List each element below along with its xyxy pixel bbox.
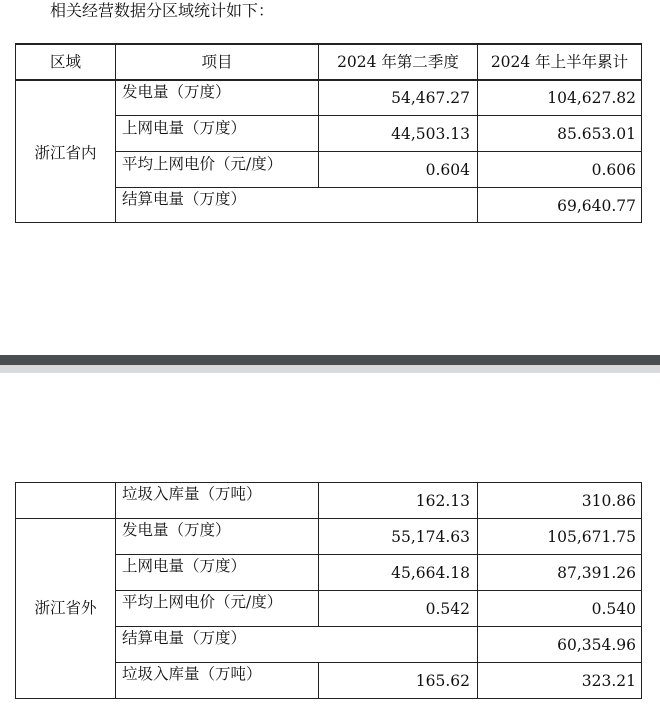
table-cell-h1: 323.21	[581, 672, 636, 690]
table-cell-q2: 0.604	[425, 161, 470, 179]
table-cell-q2: 45,664.18	[391, 564, 470, 582]
table-cell-h1: 0.540	[591, 600, 636, 618]
table-cell-h1: 0.606	[591, 161, 636, 179]
table-cell-q2: 165.62	[415, 672, 470, 690]
table-border	[115, 482, 116, 699]
table-border	[15, 482, 16, 699]
table-cell-h1: 69,640.77	[557, 197, 636, 215]
table-border	[115, 662, 642, 663]
table-cell-q2: 55,174.63	[391, 528, 470, 546]
table-border	[115, 115, 642, 116]
table-border	[115, 626, 642, 627]
header-q2: 2024 年第二季度	[337, 53, 459, 71]
table-border	[115, 590, 642, 591]
header-h1: 2024 年上半年累计	[490, 53, 629, 71]
table-border	[641, 482, 642, 699]
region-label-outside: 浙江省外	[34, 599, 97, 617]
table-row-item: 上网电量（万度）	[122, 557, 247, 575]
region-label-domestic: 浙江省内	[34, 144, 97, 162]
header-region: 区域	[49, 53, 81, 71]
table-cell-h1: 60,354.96	[557, 636, 636, 654]
table-border	[15, 482, 642, 483]
page-separator-shadow	[0, 365, 660, 373]
table-border	[15, 518, 642, 519]
table-border	[115, 151, 642, 152]
table-row-item: 结算电量（万度）	[122, 629, 247, 647]
table-cell-h1: 105,671.75	[547, 528, 636, 546]
table-row-item: 垃圾入库量（万吨）	[122, 665, 262, 683]
table-row-item: 上网电量（万度）	[122, 119, 247, 137]
table-cell-h1: 85.653.01	[557, 125, 636, 143]
table-border	[15, 43, 642, 45]
table-border	[318, 482, 319, 627]
table-cell-q2: 44,503.13	[391, 125, 470, 143]
table-cell-q2: 0.542	[425, 600, 470, 618]
table-row-item: 结算电量（万度）	[122, 190, 247, 208]
table-row-item: 发电量（万度）	[122, 521, 231, 539]
table-border	[318, 662, 319, 699]
table-row-item: 平均上网电价（元/度）	[122, 593, 283, 611]
table-border	[15, 79, 642, 81]
intro-text: 相关经营数据分区域统计如下：	[50, 1, 275, 20]
page-separator	[0, 355, 660, 365]
table-border	[15, 698, 642, 699]
table-row-item: 发电量（万度）	[122, 83, 231, 101]
table-border	[477, 482, 478, 699]
table-row-item: 平均上网电价（元/度）	[122, 155, 283, 173]
table-border	[641, 43, 642, 223]
table-cell-q2: 54,467.27	[391, 89, 470, 107]
table-row-item: 垃圾入库量（万吨）	[122, 485, 262, 503]
table-border	[15, 222, 642, 223]
header-item: 项目	[201, 53, 233, 71]
table-cell-h1: 310.86	[581, 492, 636, 510]
table-border	[115, 554, 642, 555]
table-cell-h1: 104,627.82	[547, 89, 636, 107]
table-cell-h1: 87,391.26	[557, 564, 636, 582]
table-cell-q2: 162.13	[415, 492, 470, 510]
table-border	[115, 187, 642, 188]
